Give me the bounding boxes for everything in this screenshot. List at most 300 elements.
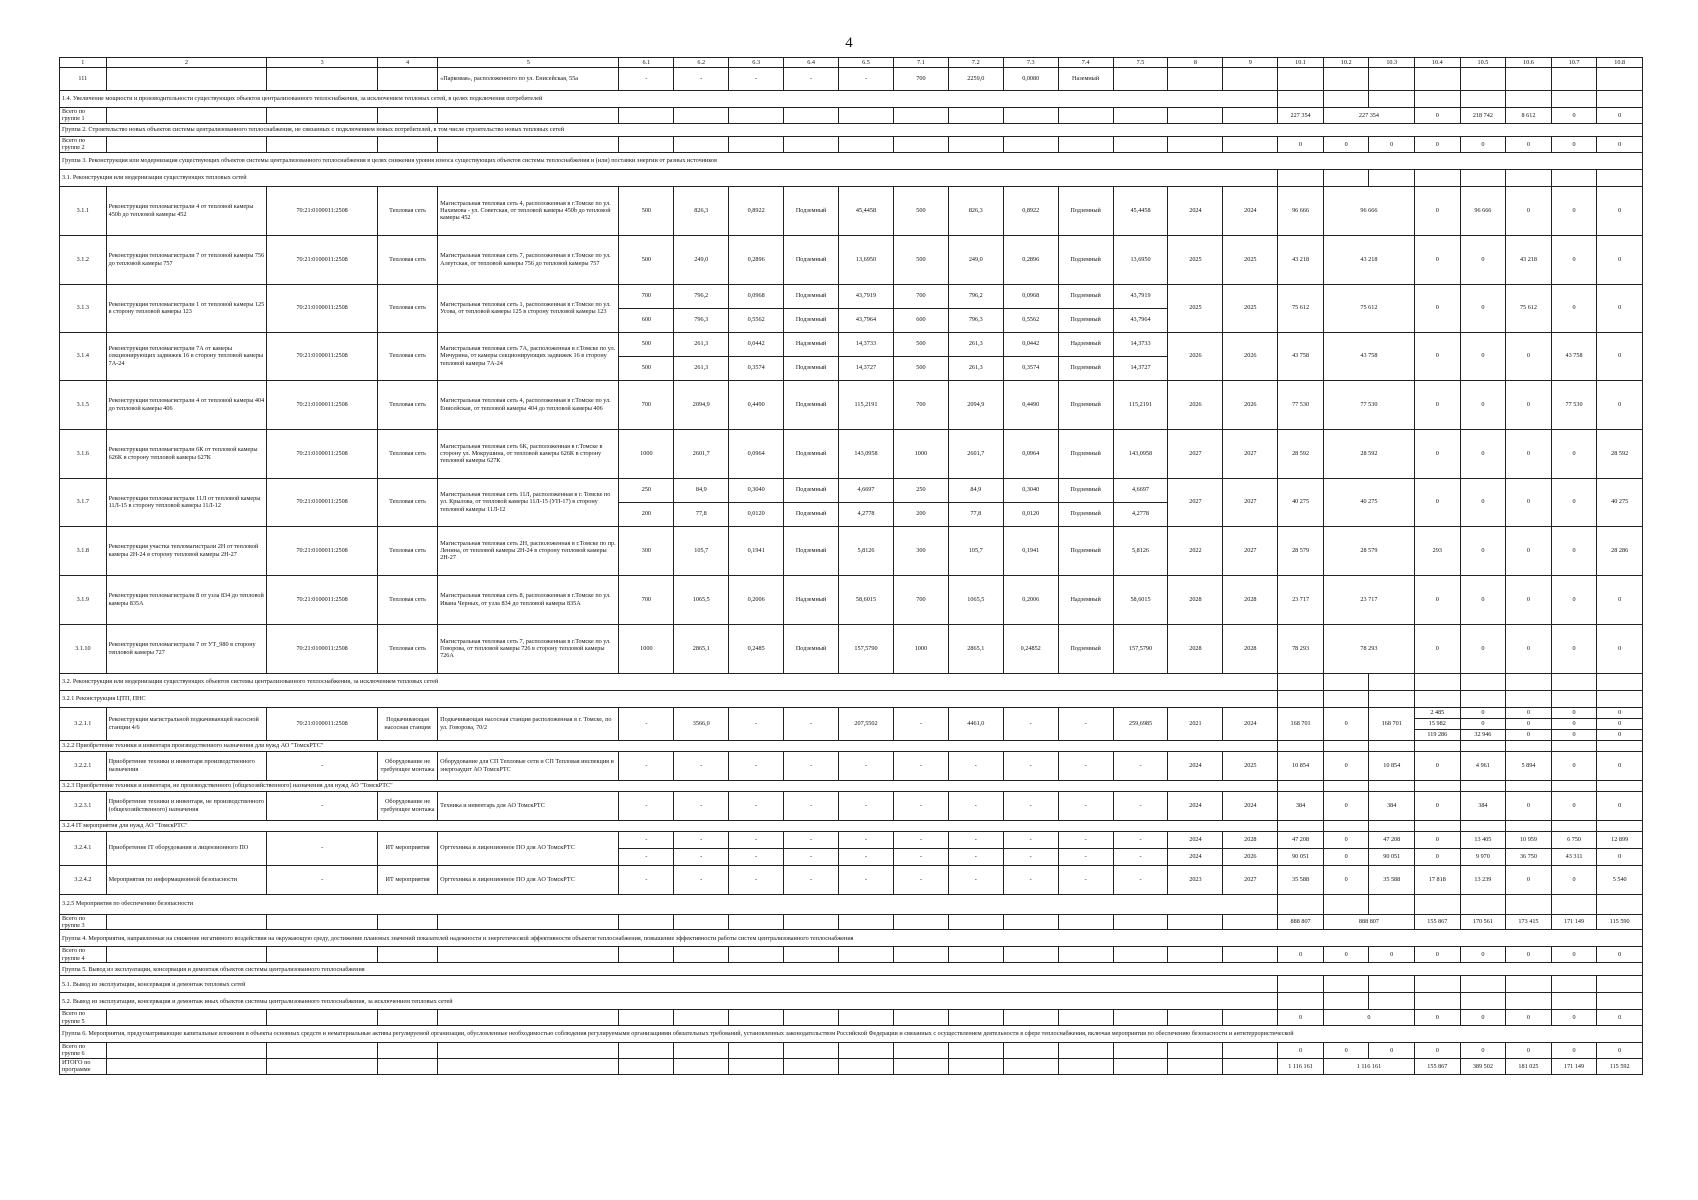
table-cell — [1460, 690, 1506, 707]
section-title: 3.2.4 IT мероприятия для нужд АО "ТомскРТС" — [60, 820, 1278, 831]
object-type: Тепловая сеть — [378, 186, 438, 235]
table-cell: - — [729, 831, 784, 848]
start-year: 2027 — [1168, 429, 1223, 478]
funding-value: 43 218 — [1506, 235, 1552, 284]
table-cell: - — [948, 791, 1003, 820]
column-header: 2 — [106, 58, 267, 68]
column-header: 10.6 — [1506, 58, 1552, 68]
funding-value: 0 — [1415, 575, 1461, 624]
end-year: 2026 — [1223, 848, 1278, 865]
table-cell: 0,8922 — [729, 186, 784, 235]
section-title: 1.4. Увеличение мощности и производительности существующих объектов централизованного теплоснабжения, за исключением тепловых сетей, в целях подключения потребителей — [60, 91, 1278, 108]
total-value: 0 — [1323, 1043, 1369, 1059]
table-cell — [1058, 1010, 1113, 1026]
table-cell: Подземный — [784, 186, 839, 235]
table-cell — [1369, 976, 1415, 993]
table-cell — [1323, 690, 1369, 707]
table-cell: 0,3574 — [729, 356, 784, 380]
table-cell — [378, 914, 438, 930]
table-cell — [784, 1010, 839, 1026]
total-value: 0 — [1278, 1043, 1324, 1059]
end-year: 2028 — [1223, 831, 1278, 848]
table-cell — [1003, 108, 1058, 124]
funding-value: 0 — [1506, 429, 1552, 478]
table-cell — [106, 1058, 267, 1074]
funding-value: 0 — [1551, 429, 1597, 478]
table-cell: - — [1058, 831, 1113, 848]
column-header: 7.4 — [1058, 58, 1113, 68]
total-row — [60, 914, 1643, 930]
table-cell — [438, 947, 619, 963]
table-cell: - — [784, 707, 839, 740]
table-cell — [1278, 169, 1324, 186]
table-cell: Подземный — [784, 526, 839, 575]
table-cell — [1003, 914, 1058, 930]
total-value: 0 — [1506, 136, 1552, 152]
start-year: 2023 — [1168, 865, 1223, 894]
table-cell: 0,0964 — [1003, 429, 1058, 478]
funding-value: 0 — [1415, 429, 1461, 478]
object-type: Тепловая сеть — [378, 332, 438, 380]
table-cell: - — [893, 751, 948, 780]
row-number: 3.1.1 — [60, 186, 107, 235]
table-cell: 0,24852 — [1003, 624, 1058, 673]
funding-value: 0 — [1597, 235, 1643, 284]
funding-value: 293 — [1415, 526, 1461, 575]
table-cell: 58,6015 — [1113, 575, 1168, 624]
table-row — [60, 429, 1643, 478]
table-cell — [1551, 169, 1597, 186]
total-value: 0 — [1597, 136, 1643, 152]
table-cell — [1058, 947, 1113, 963]
table-cell: - — [948, 751, 1003, 780]
funding-value: 32 946 — [1460, 729, 1506, 740]
funding-value: 13 405 — [1460, 831, 1506, 848]
table-cell: 14,3733 — [1113, 332, 1168, 356]
table-cell — [1323, 169, 1369, 186]
section-title: 3.1. Реконструкция или модернизация существующих тепловых сетей — [60, 169, 1278, 186]
table-cell — [619, 1058, 674, 1074]
table-cell: 157,5790 — [839, 624, 894, 673]
table-cell — [1551, 993, 1597, 1010]
table-cell — [1415, 169, 1461, 186]
table-cell — [674, 1043, 729, 1059]
end-year: 2026 — [1223, 380, 1278, 429]
end-year: 2025 — [1223, 751, 1278, 780]
funding-value: 47 208 — [1369, 831, 1415, 848]
table-cell — [729, 136, 784, 152]
table-cell: 261,3 — [674, 356, 729, 380]
cadastral-number: - — [267, 865, 378, 894]
table-cell — [839, 947, 894, 963]
table-cell: 0,0968 — [729, 284, 784, 308]
funding-value: 43 758 — [1323, 332, 1414, 380]
table-cell: 0,0080 — [1003, 68, 1058, 91]
table-cell: 2259,0 — [948, 68, 1003, 91]
column-header: 5 — [438, 58, 619, 68]
funding-value: 0 — [1460, 380, 1506, 429]
table-cell — [1168, 1010, 1223, 1026]
total-value: 0 — [1323, 947, 1369, 963]
funding-total: 43 758 — [1278, 332, 1324, 380]
table-cell — [619, 914, 674, 930]
table-cell: - — [619, 865, 674, 894]
project-name: Реконструкция тепломагистрали 1 от тепловой камеры 125 в сторону тепловой камеры 123 — [106, 284, 267, 332]
total-value: 173 415 — [1506, 914, 1552, 930]
table-cell — [1168, 914, 1223, 930]
table-cell: - — [1113, 831, 1168, 848]
table-cell: 0,1941 — [729, 526, 784, 575]
table-cell: Подземный — [784, 429, 839, 478]
funding-value: 0 — [1460, 526, 1506, 575]
table-row — [60, 707, 1643, 718]
table-cell — [267, 68, 378, 91]
table-cell — [1597, 690, 1643, 707]
total-value: 0 — [1597, 1043, 1643, 1059]
table-cell — [1597, 740, 1643, 751]
funding-value: 77 530 — [1323, 380, 1414, 429]
column-header: 10.2 — [1323, 58, 1369, 68]
funding-value: 90 051 — [1278, 848, 1324, 865]
table-cell: - — [729, 865, 784, 894]
funding-total: 28 579 — [1278, 526, 1324, 575]
cadastral-number: 70:21:0100011:2508 — [267, 429, 378, 478]
table-cell: - — [1058, 865, 1113, 894]
table-cell: - — [948, 848, 1003, 865]
table-cell — [784, 108, 839, 124]
project-name: Реконструкция тепломагистрали 4 от тепловой камеры 450b до тепловой камеры 452 — [106, 186, 267, 235]
table-cell — [729, 1043, 784, 1059]
table-cell: - — [784, 68, 839, 91]
table-cell: 2094,9 — [674, 380, 729, 429]
table-row — [60, 68, 1643, 91]
table-cell: 45,4458 — [1113, 186, 1168, 235]
funding-value: 77 530 — [1551, 380, 1597, 429]
group-row — [60, 123, 1643, 136]
object-type: Тепловая сеть — [378, 235, 438, 284]
table-cell — [1369, 740, 1415, 751]
cadastral-number: 70:21:0100011:2508 — [267, 624, 378, 673]
funding-value: 0 — [1460, 707, 1506, 718]
table-cell: - — [1113, 865, 1168, 894]
table-cell: 14,3727 — [839, 356, 894, 380]
table-cell — [378, 1058, 438, 1074]
table-cell — [893, 1043, 948, 1059]
table-cell — [1278, 91, 1324, 108]
table-cell — [1369, 894, 1415, 914]
funding-value: 35 588 — [1278, 865, 1324, 894]
table-cell — [1223, 1010, 1278, 1026]
table-cell — [1223, 914, 1278, 930]
table-cell — [1506, 690, 1552, 707]
table-cell — [1506, 976, 1552, 993]
row-number: 3.1.5 — [60, 380, 107, 429]
object-type: Тепловая сеть — [378, 624, 438, 673]
end-year: 2026 — [1223, 332, 1278, 380]
total-label: Всего по группе 6 — [60, 1043, 107, 1059]
table-cell — [1551, 894, 1597, 914]
table-cell — [1460, 68, 1506, 91]
funding-value: 0 — [1415, 624, 1461, 673]
total-value: 0 — [1323, 1010, 1414, 1026]
funding-value: 0 — [1506, 526, 1552, 575]
end-year: 2024 — [1223, 791, 1278, 820]
funding-value: 96 666 — [1323, 186, 1414, 235]
table-cell — [378, 947, 438, 963]
table-cell: 14,3733 — [839, 332, 894, 356]
total-value: 115 590 — [1597, 914, 1643, 930]
column-header: 7.2 — [948, 58, 1003, 68]
total-value: 0 — [1415, 1010, 1461, 1026]
funding-value: 0 — [1415, 284, 1461, 332]
object-type: ИТ мероприятия — [378, 831, 438, 865]
funding-value: 0 — [1323, 791, 1369, 820]
funding-value: 0 — [1597, 791, 1643, 820]
funding-total: 40 275 — [1278, 478, 1324, 526]
end-year: 2025 — [1223, 284, 1278, 332]
column-header: 8 — [1168, 58, 1223, 68]
funding-value: 0 — [1506, 332, 1552, 380]
table-cell — [267, 136, 378, 152]
start-year: 2026 — [1168, 380, 1223, 429]
table-cell — [1597, 993, 1643, 1010]
object-description: Магистральная тепловая сеть 7, расположенная в г.Томске по ул. Алеутская, от тепловой камеры 756 до тепловой камеры 757 — [438, 235, 619, 284]
table-cell: 700 — [619, 380, 674, 429]
funding-value: 0 — [1506, 624, 1552, 673]
table-cell — [1369, 690, 1415, 707]
total-value: 0 — [1551, 1010, 1597, 1026]
table-cell: - — [948, 865, 1003, 894]
table-cell — [1113, 914, 1168, 930]
object-description: Магистральная тепловая сеть 8, расположенная в г.Томске по ул. Ивана Черных, от узла 834 до тепловой камеры 835А — [438, 575, 619, 624]
total-row — [60, 136, 1643, 152]
table-cell — [729, 914, 784, 930]
table-cell: 1000 — [619, 624, 674, 673]
table-cell: 700 — [893, 284, 948, 308]
table-cell — [1460, 780, 1506, 791]
section-title: 3.2.3 Приобретение техники и инвентаря, не производственного (общехозяйственного) назначения для нужд АО "ТомскРТС" — [60, 780, 1278, 791]
table-cell: Подземный — [784, 356, 839, 380]
table-cell: Подземный — [1058, 284, 1113, 308]
table-cell: Подземный — [784, 502, 839, 526]
table-cell — [267, 914, 378, 930]
table-cell: 0,1941 — [1003, 526, 1058, 575]
table-row — [60, 380, 1643, 429]
total-value: 0 — [1597, 1010, 1643, 1026]
table-cell: 105,7 — [948, 526, 1003, 575]
table-cell: 500 — [893, 186, 948, 235]
cadastral-number: - — [267, 751, 378, 780]
row-number: 3.2.3.1 — [60, 791, 107, 820]
table-cell: - — [619, 751, 674, 780]
total-value: 0 — [1551, 108, 1597, 124]
object-description: Оргтехника и лицензионное ПО для АО ТомскРТС — [438, 865, 619, 894]
table-cell: 4,6697 — [1113, 478, 1168, 502]
table-cell — [1168, 68, 1223, 91]
section-row — [60, 690, 1643, 707]
table-cell: 0,0442 — [729, 332, 784, 356]
table-cell: 500 — [619, 186, 674, 235]
table-cell — [1460, 894, 1506, 914]
end-year: 2025 — [1223, 235, 1278, 284]
table-cell: Подземный — [1058, 429, 1113, 478]
table-cell — [1223, 68, 1278, 91]
table-cell — [1506, 91, 1552, 108]
table-cell: 43,7964 — [839, 308, 894, 332]
start-year: 2025 — [1168, 235, 1223, 284]
total-row — [60, 947, 1643, 963]
table-cell — [1003, 1010, 1058, 1026]
table-cell: - — [1003, 707, 1058, 740]
project-name: Реконструкция участка тепломагистрали 2Н от тепловой камеры 2Н-24 в сторону тепловой камеры 2Н-27 — [106, 526, 267, 575]
table-cell: - — [729, 707, 784, 740]
table-cell: 0,3040 — [729, 478, 784, 502]
table-cell — [839, 108, 894, 124]
table-cell: 2865,1 — [948, 624, 1003, 673]
table-cell — [1278, 690, 1324, 707]
funding-total: 28 592 — [1278, 429, 1324, 478]
object-description: Магистральная тепловая сеть 11Л, расположенная в г. Томске по ул. Крылова, от тепловой камеры 11Л-15 (УП-17) в сторону тепловой камеры 11Л-12 — [438, 478, 619, 526]
group-title: Группа 4. Мероприятия, направленные на снижение негативного воздействия на окружающую среду, достижение плановых значений показателей надежности и энергетической эффективности объектов теплоснабжения, повышение эффективности работы систем централизованного теплоснабжения — [60, 930, 1643, 947]
total-value: 0 — [1278, 947, 1324, 963]
project-name: Реконструкция тепломагистрали 6К от тепловой камеры 626К в сторону тепловой камеры 627К — [106, 429, 267, 478]
table-cell: 200 — [619, 502, 674, 526]
table-cell — [1415, 673, 1461, 690]
table-cell: 700 — [893, 380, 948, 429]
project-name: Приобретение техники и инвентаря, не производственного (общехозяйственного) назначения — [106, 791, 267, 820]
funding-value: 0 — [1415, 235, 1461, 284]
table-cell — [1113, 68, 1168, 91]
funding-value: 0 — [1460, 284, 1506, 332]
total-value: 0 — [1278, 1010, 1324, 1026]
table-cell — [1415, 740, 1461, 751]
object-type: ИТ мероприятия — [378, 865, 438, 894]
table-cell: - — [1003, 831, 1058, 848]
funding-value: 10 959 — [1506, 831, 1552, 848]
table-cell: 1000 — [893, 429, 948, 478]
table-cell — [1369, 673, 1415, 690]
funding-value: 0 — [1551, 791, 1597, 820]
funding-value: 5 540 — [1597, 865, 1643, 894]
funding-value: 0 — [1506, 575, 1552, 624]
cadastral-number: 70:21:0100011:2508 — [267, 284, 378, 332]
total-value: 218 742 — [1460, 108, 1506, 124]
table-cell: 5,8126 — [1113, 526, 1168, 575]
column-header: 7.3 — [1003, 58, 1058, 68]
funding-value: 0 — [1597, 284, 1643, 332]
funding-value: 0 — [1323, 831, 1369, 848]
section-row — [60, 91, 1643, 108]
table-cell: 500 — [893, 235, 948, 284]
table-cell — [1597, 169, 1643, 186]
table-cell: 700 — [893, 575, 948, 624]
table-cell — [1223, 108, 1278, 124]
table-cell — [1369, 780, 1415, 791]
cadastral-number: 70:21:0100011:2508 — [267, 526, 378, 575]
table-cell: 0,5562 — [729, 308, 784, 332]
funding-value: 0 — [1415, 791, 1461, 820]
column-header: 4 — [378, 58, 438, 68]
table-cell: Подземный — [1058, 624, 1113, 673]
funding-value: 28 592 — [1597, 429, 1643, 478]
table-cell: 2094,9 — [948, 380, 1003, 429]
section-row — [60, 673, 1643, 690]
table-cell — [893, 108, 948, 124]
table-cell — [1113, 1043, 1168, 1059]
table-cell — [438, 108, 619, 124]
total-value: 0 — [1506, 1043, 1552, 1059]
table-cell — [1058, 108, 1113, 124]
total-label: Всего по группе 4 — [60, 947, 107, 963]
table-cell — [1003, 947, 1058, 963]
table-cell — [1003, 1058, 1058, 1074]
table-cell: 600 — [893, 308, 948, 332]
table-cell: 111 — [60, 68, 107, 91]
table-cell — [784, 1058, 839, 1074]
start-year: 2026 — [1168, 332, 1223, 380]
funding-value: 384 — [1278, 791, 1324, 820]
table-cell: 500 — [893, 332, 948, 356]
table-row — [60, 575, 1643, 624]
table-cell: 45,4458 — [839, 186, 894, 235]
total-label: Всего по группе 1 — [60, 108, 107, 124]
table-cell: 115,2191 — [1113, 380, 1168, 429]
project-name: Реконструкция тепломагистрали 4 от тепловой камеры 404 до тепловой камеры 406 — [106, 380, 267, 429]
section-title: 3.2.5 Мероприятия по обеспечению безопасности — [60, 894, 1278, 914]
end-year: 2027 — [1223, 478, 1278, 526]
row-number: 3.2.4.2 — [60, 865, 107, 894]
total-value: 0 — [1460, 947, 1506, 963]
object-description: Магистральная тепловая сеть 4, расположенная в г.Томске по ул. Нахимова - ул. Советская, от тепловой камеры 450b до тепловой камеры 452 — [438, 186, 619, 235]
table-cell — [674, 108, 729, 124]
table-cell — [1058, 136, 1113, 152]
table-cell — [839, 1010, 894, 1026]
table-cell: 0,2896 — [729, 235, 784, 284]
row-number: 3.2.4.1 — [60, 831, 107, 865]
table-cell: Подземный — [784, 624, 839, 673]
table-cell — [674, 1010, 729, 1026]
table-cell — [1460, 976, 1506, 993]
table-cell: 796,3 — [674, 308, 729, 332]
table-cell: 2865,1 — [674, 624, 729, 673]
group-row — [60, 1026, 1643, 1043]
table-cell: 500 — [619, 332, 674, 356]
table-cell: 0,5562 — [1003, 308, 1058, 332]
table-cell: - — [619, 791, 674, 820]
table-cell: 300 — [893, 526, 948, 575]
table-cell: 0,3040 — [1003, 478, 1058, 502]
table-cell: Подземный — [784, 308, 839, 332]
table-cell: 0,4490 — [1003, 380, 1058, 429]
column-header: 6.3 — [729, 58, 784, 68]
object-type: Тепловая сеть — [378, 429, 438, 478]
table-cell — [1506, 673, 1552, 690]
table-cell — [1506, 820, 1552, 831]
table-cell — [1597, 673, 1643, 690]
total-value: 0 — [1551, 1043, 1597, 1059]
table-cell: 700 — [619, 284, 674, 308]
funding-value: 9 970 — [1460, 848, 1506, 865]
table-cell: 3566,0 — [674, 707, 729, 740]
funding-value: 0 — [1597, 848, 1643, 865]
column-header: 10.5 — [1460, 58, 1506, 68]
group-row — [60, 963, 1643, 976]
table-cell: 259,6985 — [1113, 707, 1168, 740]
object-type: Тепловая сеть — [378, 478, 438, 526]
total-value: 8 612 — [1506, 108, 1552, 124]
column-header: 3 — [267, 58, 378, 68]
funding-value: 0 — [1597, 624, 1643, 673]
